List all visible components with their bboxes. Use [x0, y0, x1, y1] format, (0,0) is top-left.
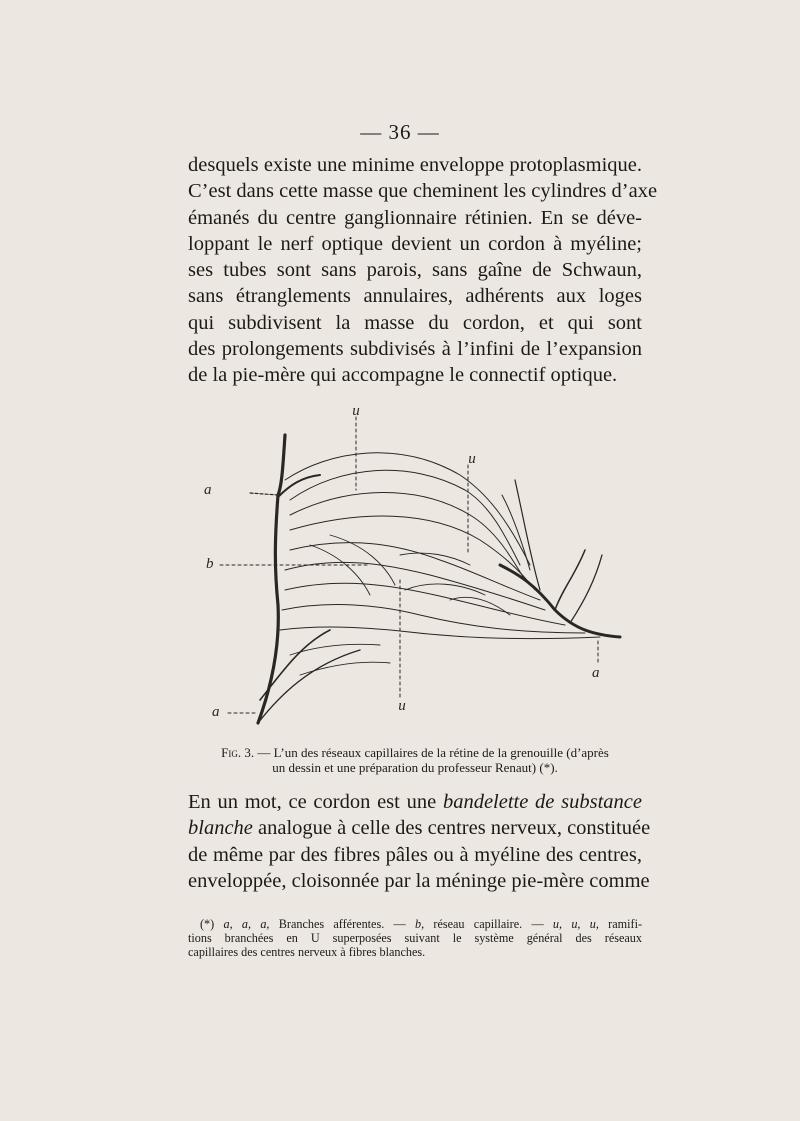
italic-text: a, a, a,	[223, 917, 270, 931]
text-span: (*)	[200, 917, 224, 931]
text-span: analogue à celle des centres nerveux, constituée	[252, 817, 651, 840]
text-span: réseau capillaire. —	[424, 917, 553, 931]
text-line	[188, 789, 642, 815]
paragraph-1	[188, 152, 658, 389]
capillary-network-drawing	[190, 405, 640, 725]
text-line: émanés du centre ganglionnaire rétinien. En se déve-	[188, 206, 642, 229]
footnote-line	[188, 917, 642, 931]
text-line: C’est dans cette masse que cheminent les cylindres d’axe	[188, 180, 658, 203]
text-line	[188, 815, 651, 841]
text-line: ses tubes sont sans parois, sans gaîne de Schwaun,	[188, 259, 642, 282]
footnote-line: tions branchées en U superposées suivant le système général des réseaux	[188, 931, 642, 945]
text-span: ramifi-	[598, 917, 643, 931]
italic-text: bandelette de substance	[442, 791, 642, 813]
text-line: desquels existe une minime enveloppe protoplasmique.	[188, 154, 642, 176]
text-line: sans étranglements annulaires, adhérents aux loges	[188, 285, 642, 308]
label-a-right: a	[592, 665, 600, 681]
text-span: Branches afférentes. —	[269, 917, 415, 931]
label-u-bottom: u	[398, 698, 406, 714]
label-a-bottom-left: a	[212, 704, 220, 720]
italic-text: b,	[414, 917, 425, 931]
text-line: de la pie-mère qui accompagne le connectif optique.	[188, 364, 618, 387]
footnote-line: capillaires des centres nerveux à fibres blanches.	[188, 945, 426, 959]
italic-text: blanche	[188, 817, 253, 840]
label-u-top: u	[352, 405, 360, 419]
label-u-right: u	[468, 451, 476, 467]
text-line: qui subdivisent la masse du cordon, et qui sont	[188, 311, 642, 334]
figure-number: Fig. 3.	[221, 745, 255, 760]
label-b-left: b	[206, 556, 214, 572]
italic-text: u, u, u,	[552, 917, 599, 931]
text-line: des prolongements subdivisés à l’infini de l’expansion	[188, 338, 642, 361]
text-line: loppant le nerf optique devient un cordon à myéline;	[188, 232, 642, 255]
page-number: — 36 —	[360, 120, 440, 144]
figure-caption	[188, 745, 642, 775]
text-line: enveloppée, cloisonnée par la méninge pie-mère comme	[188, 869, 650, 892]
footnote	[188, 917, 642, 959]
text-span: En un mot, ce cordon est une	[188, 791, 443, 813]
capillary-network-figure	[190, 405, 640, 725]
paragraph-2	[188, 789, 651, 894]
text-line: de même par des fibres pâles ou à myéline des centres,	[188, 843, 642, 866]
caption-text-2: un dessin et une préparation du professeur Renaut) (*).	[272, 760, 558, 775]
caption-text-1: — L’un des réseaux capillaires de la rétine de la grenouille (d’après	[254, 745, 609, 760]
label-a-left: a	[204, 482, 212, 498]
